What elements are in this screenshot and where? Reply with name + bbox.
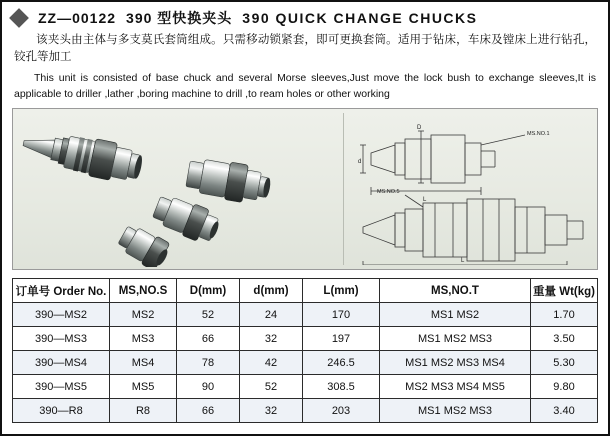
table-row — [13, 351, 598, 375]
cell-ms-no-s: MS5 — [110, 375, 177, 399]
ms-no-1-label-upper: MS.NO.1 — [527, 131, 550, 137]
cell-order-no: 390—MS4 — [13, 351, 110, 375]
cell-ms-no-t: MS2 MS3 MS4 MS5 — [380, 375, 531, 399]
cell-D: 66 — [177, 399, 240, 423]
illustration-divider — [343, 113, 344, 265]
cell-d: 24 — [240, 303, 303, 327]
page-title-cn: 390 型快换夹头 — [126, 10, 233, 26]
cell-ms-no-t: MS1 MS2 MS3 — [380, 327, 531, 351]
col-weight: 重量 Wt(kg) — [531, 279, 598, 303]
page-header — [2, 2, 608, 30]
col-L: L(mm) — [303, 279, 380, 303]
cell-weight: 9.80 — [531, 375, 598, 399]
table-row — [13, 375, 598, 399]
product-code: ZZ—00122 — [38, 10, 117, 26]
cell-weight: 3.50 — [531, 327, 598, 351]
cell-d: 32 — [240, 327, 303, 351]
cell-ms-no-t: MS1 MS2 MS3 — [380, 399, 531, 423]
col-D: D(mm) — [177, 279, 240, 303]
cell-L: 308.5 — [303, 375, 380, 399]
cell-D: 90 — [177, 375, 240, 399]
cell-L: 203 — [303, 399, 380, 423]
description-en-text: This unit is consisted of base chuck and several Morse sleeves,Just move the lock bush to exchange sleeves,It is applicable to driller ,lather ,boring machine to drill ,to ream holes or other working — [14, 72, 596, 100]
dimension-label-L-lower: L — [461, 258, 465, 264]
col-ms-no-s: MS,NO.S — [110, 279, 177, 303]
cell-ms-no-t: MS1 MS2 MS3 MS4 — [380, 351, 531, 375]
cell-D: 52 — [177, 303, 240, 327]
table-row — [13, 399, 598, 423]
dimension-label-D: D — [417, 125, 422, 131]
diamond-bullet-icon — [9, 8, 29, 28]
cell-order-no: 390—MS3 — [13, 327, 110, 351]
cell-L: 197 — [303, 327, 380, 351]
cell-weight: 5.30 — [531, 351, 598, 375]
product-illustration — [12, 108, 598, 270]
cell-order-no: 390—R8 — [13, 399, 110, 423]
ms-no-5-label: MS.NO.5 — [377, 189, 400, 195]
cell-ms-no-s: MS4 — [110, 351, 177, 375]
cell-d: 42 — [240, 351, 303, 375]
cell-ms-no-s: MS3 — [110, 327, 177, 351]
col-order-no: 订单号 Order No. — [13, 279, 110, 303]
col-ms-no-t: MS,NO.T — [380, 279, 531, 303]
technical-drawings-group — [349, 115, 598, 265]
cell-d: 32 — [240, 399, 303, 423]
dimension-label-d: d — [358, 159, 362, 165]
col-d: d(mm) — [240, 279, 303, 303]
cell-L: 170 — [303, 303, 380, 327]
spec-table-wrap — [12, 278, 598, 423]
cell-weight: 3.40 — [531, 399, 598, 423]
description-cn — [2, 30, 608, 66]
description-en — [2, 66, 608, 102]
table-row — [13, 303, 598, 327]
cell-ms-no-s: R8 — [110, 399, 177, 423]
chuck-photos-group — [13, 109, 343, 267]
cell-order-no: 390—MS2 — [13, 303, 110, 327]
cell-ms-no-t: MS1 MS2 — [380, 303, 531, 327]
cell-d: 52 — [240, 375, 303, 399]
dimension-label-L-upper: L — [423, 197, 427, 203]
cell-weight: 1.70 — [531, 303, 598, 327]
cell-D: 78 — [177, 351, 240, 375]
cell-L: 246.5 — [303, 351, 380, 375]
cell-order-no: 390—MS5 — [13, 375, 110, 399]
page-title-en: 390 QUICK CHANGE CHUCKS — [242, 10, 478, 26]
table-row — [13, 327, 598, 351]
table-header-row — [13, 279, 598, 303]
description-cn-text: 该夹头由主体与多支莫氏套筒组成。只需移动锁紧套，即可更换套筒。适用于钻床，车床及镗床上进行钻孔，铰孔等加工 — [14, 34, 596, 63]
spec-table — [12, 278, 598, 423]
cell-D: 66 — [177, 327, 240, 351]
cell-ms-no-s: MS2 — [110, 303, 177, 327]
